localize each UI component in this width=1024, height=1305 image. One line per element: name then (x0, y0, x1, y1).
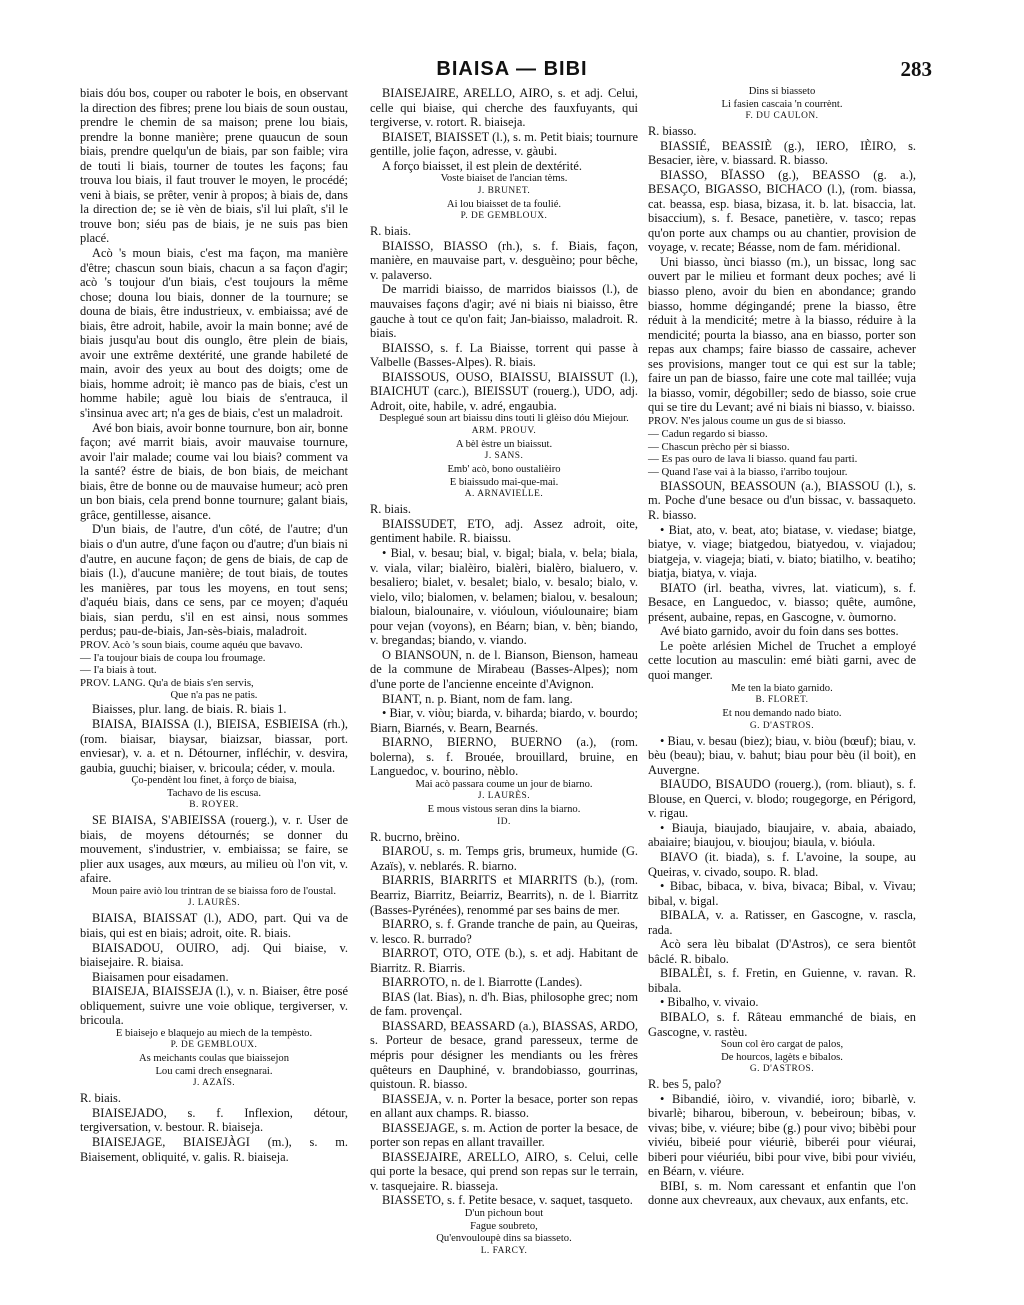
entry-paragraph: BIAROU, s. m. Temps gris, brumeux, humide (G. Azaïs), v. neblarés. R. biarno. (370, 844, 638, 873)
proverb-line: — Cadun regardo si biasso. (648, 427, 768, 440)
entry-paragraph: • Biauja, biaujado, biaujaire, v. abaia, abaiado, abaiaire; biaujou, v. bioujou; biaula, v. bióula. (648, 820, 916, 850)
entry-paragraph: BIAISA, BIAISSAT (l.), ADO, part. Qui va de biais, qui est en biais; adroit, oite. R. biais. (80, 911, 348, 940)
quotation-line: As meichants coulas que biaissejon (138, 1053, 290, 1065)
quotation-author: J. SANS. (484, 451, 524, 462)
entry-paragraph: BIAISET, BIAISSET (l.), s. m. Petit biais; tournure gentille, jolie façon, adresse, v. gàubi. (370, 129, 638, 159)
entry-paragraph: BIAISEJAIRE, ARELLO, AIRO, s. et adj. Celui, celle qui biaise, qui cherche des fauxfuyants, qui tergiverse, v. rotort. R. biaiseja. (370, 86, 638, 130)
right-column (648, 86, 916, 1208)
entry-paragraph: • Bibandié, iòiro, v. vivandié, ioro; bibarlè, v. bivarlè; biharou, biberoun, v. bebeiroun; bibas, v. vivas; bibe, v. viéure; bibe (g.) pour vivo; bibèbi pour viviéu, bibeié pour viéuriè, biberéi pour viéurai, biberi pour viéuriéu, bibi pour vive, bibi pour viviéu, en Béarn, v. viéure. (648, 1091, 916, 1179)
entry-paragraph: BIAISSOUS, OUSO, BIAISSU, BIAISSUT (l.), BIAICHUT (carc.), BIEISSUT (rouerg.), UDO, adj. Adroit, oite, habile, v. adré, engaubia. (370, 369, 638, 413)
entry-paragraph: • Biau, v. besau (biez); biau, v. biòu (bœuf); biau, v. bèu (beau); biau, v. bahut; biau pour bèu (il boit), en Auvergne. (648, 733, 916, 777)
quotation-line: A bèl èstre un biaissut. (455, 438, 553, 450)
quotation-line: Voste biaiset de l'ancian tèms. (440, 173, 568, 185)
entry-paragraph: BIATO (irl. beatha, vivres, lat. viaticum), s. f. Besace, en Languedoc, v. biasso; quête, aumône, présent, aubaine, repas, en Gascogne, v. òumorno. (648, 580, 916, 624)
proverb-line: — I'a biais à tout. (80, 664, 157, 677)
quotation-line: Fague soubreto, (470, 1220, 538, 1232)
quotation-author: G. D'ASTROS. (749, 1064, 815, 1075)
entry-paragraph: Le poète arlésien Michel de Truchet a employé cette locution au masculin: emé biàti garni, avec de quoi manger. (648, 638, 916, 683)
proverb-line: PROV. Acò 's soun biais, coume aquéu que bavavo. (80, 638, 303, 651)
quotation-line: Desplegué soun art biaissu dins touti li glèiso dóu Miejour. (379, 413, 629, 425)
entry-paragraph: Acò sera lèu bibalat (D'Astros), ce sera bientôt bâclé. R. bibalo. (648, 937, 916, 966)
quotation-author: J. LAURÈS. (187, 898, 241, 909)
entry-continuation: R. biasso. (648, 124, 697, 138)
proverb-line: PROV. N'es jalous coume un gus de si biasso. (648, 414, 846, 427)
entry-paragraph: • Biat, ato, v. beat, ato; biatase, v. viedase; biatge, biatye, v. viage; biatgedou, biatyedou, v. viajadou; biatgeja, v. viageja; biati, v. biato; biatilho, v. beatiho; biatja, biatya, v. viaja. (648, 522, 916, 581)
entry-paragraph: BIBALO, s. f. Râteau emmanché de biais, en Gascogne, v. rastèu. (648, 1009, 916, 1039)
entry-paragraph: BIARROTO, n. de l. Biarrotte (Landes). (382, 975, 583, 990)
entry-paragraph: BIAISSO, s. f. La Biaisse, torrent qui passe à Valbelle (Basses-Alpes). R. biais. (370, 340, 638, 370)
entry-paragraph: Biaisamen pour eisadamen. (92, 969, 229, 984)
quotation-line: E biaissudo mai-que-mai. (449, 476, 559, 488)
entry-continuation: biais dóu bos, couper ou raboter le bois, en observant la direction des fibres; prene lou biais de soun oustau, prendre le chemin de sa maison; prene lou biais, prendre la bonne manière; prene quaucun de soun biais, prendre quelqu'un de biais, par son faible; vira de touti li biais, tourner de toutes les façons; fau trouva lou biais, il faut trouver le moyen, le procédé; veni à biais, se prêter, venir à propos; à biais de, dans la direction de; se iè vèn de biais, s'il lui plaît, s'il le trouve bon; siéu pas de biais, je ne suis pas bien placé. (80, 86, 348, 246)
entry-paragraph: BIASSEJAIRE, ARELLO, AIRO, s. Celui, celle qui porte la besace, qui prend son repas sur le terrain, v. tasquejaire. R. biasseja. (370, 1149, 638, 1193)
entry-paragraph: BIANT, n. p. Biant, nom de fam. lang. (382, 691, 573, 706)
quotation-author: B. FLORET. (755, 695, 809, 706)
quotation-author: P. DE GEMBLOUX. (460, 211, 548, 222)
quotation-author: J. LAURÈS. (477, 791, 531, 802)
quotation-line: Soun col èro cargat de palos, (720, 1039, 844, 1051)
entry-paragraph: BIASSO, BÏASSO (g.), BEASSO (g. a.), BESAÇO, BIGASSO, BICHACO (l.), (rom. biassa, cat. beassa, esp. biasa, bizasa, it. b. lat. bisaccia, lat. bisaccium), s. f. Besace, panetière, v. tasco; repas qu'on porte aux champs ou au chantier, provision de voyage, v. recate; Béasse, nom de fam. méridional. (648, 167, 916, 255)
entry-continuation: R. bes 5, palo? (648, 1077, 722, 1092)
quotation-line: De hourcos, lagèts e bibalos. (721, 1051, 843, 1063)
entry-paragraph: • Bial, v. besau; bial, v. bigal; biala, v. bela; biala, v. viala, vilar; bialèiro, bialèri, bialèro, bialuero, v. besaliero; bialet, v. besalet; bialo, v. besalo; bialo, v. vielo, vilo; bialomen, v. belamen; bialou, v. besaloun; bialoun, bialounaire, v. vióuloun, vióulounaire; biam pour vejan (voyons), en Béarn; bian, v. bèn; biando, v. bregandas; biando, v. viando. (370, 546, 638, 648)
quotation-line: Emb' acò, bono oustalièiro (447, 464, 561, 476)
quotation-line: Dins si biasseto (748, 86, 816, 97)
quotation-author: J. AZAÏS. (192, 1078, 236, 1089)
entry-paragraph: BIAUDO, BISAUDO (rouerg.), (rom. bliaut), s. f. Blouse, en Querci, v. blodo; rougegorge, en Périgord, v. rigau. (648, 777, 916, 821)
entry-paragraph: A forço biaisset, il est plein de dextérité. (382, 158, 582, 173)
entry-paragraph: BIAISADOU, OUIRO, adj. Qui biaise, v. biaisejaire. R. biaisa. (80, 940, 348, 970)
entry-paragraph: BIASSARD, BEASSARD (a.), BIASSAS, ARDO, s. Porteur de besace, grand paresseux, terme de mépris pour désigner les mendiants ou les frères quêteurs en Dauphiné, v. brandobiasso, gourrinas, quistoun. R. biasso. (370, 1018, 638, 1092)
entry-paragraph: BIARRIS, BIARRITS et MIARRITS (b.), (rom. Bearriz, Biarritz, Beiarriz, Bearrits), n. de l. Biarritz (Basses-Pyrénées), renommé par ses bains de mer. (370, 873, 638, 917)
quotation-line: Ço-pendènt lou finet, à forço de biaisa, (131, 775, 297, 787)
entry-paragraph: BIAISEJAGE, BIAISEJÀGI (m.), s. m. Biaisement, obliquité, v. galis. R. biaiseja. (80, 1134, 348, 1164)
quotation-line: E biaisejo e blaquejo au miech de la tempèsto. (115, 1027, 313, 1039)
quotation-author: F. DU CAULON. (745, 111, 819, 121)
entry-paragraph: BIAISEJADO, s. f. Inflexion, détour, tergiversation, v. bestour. R. biaiseja. (80, 1105, 348, 1135)
quotation-line: Tachavo de lis escusa. (167, 787, 261, 799)
entry-paragraph: BIBALA, v. a. Ratisser, en Gascogne, v. rascla, rada. (648, 908, 916, 937)
entry-paragraph: • Biar, v. viòu; biarda, v. biharda; biardo, v. bourdo; Biarn, Biarnés, v. Bearn, Bearnés. (370, 706, 638, 735)
entry-paragraph: BIASSOUN, BEASSOUN (a.), BIASSOU (l.), s. m. Poche d'une besace ou d'un bissac, v. bassaqueto. R. biasso. (648, 478, 916, 523)
quotation-line: Ai lou biaisset de ta foulié. (446, 198, 562, 210)
quotation-line: Que n'a pas ne patis. (170, 689, 258, 701)
quotation-line: Me ten la biato garnido. (731, 682, 833, 694)
quotation-line: Et nou demando nado biato. (722, 708, 842, 720)
proverb-line: — Es pas ouro de lava li biasso. quand fau parti. (648, 453, 858, 466)
proverb-line: — Quand l'ase vai à la biasso, i'arribo toujour. (648, 466, 848, 479)
quotation-line: Qu'envouloupè dins sa biasseto. (436, 1233, 572, 1244)
quotation-author: B. ROYER. (189, 800, 239, 811)
proverb-line: — I'a toujour biais de coupa lou froumage. (80, 651, 266, 664)
running-title: BIAISA — BIBI (436, 58, 588, 80)
entry-paragraph: Avé bon biais, avoir bonne tournure, bon air, bonne façon; avé marrit biais, avoir mauvaise tournure, avoir l'air malade; coume vai lou biais? comment va la santé? éstre de biais, de bon biais, de meichant biais, être de bonne ou de mauvaise humeur; acò pren un bon biais, cela prend bonne tournure; galant biais, grâce, gentillesse, aisance. (80, 420, 348, 522)
quotation-line: Moun paire aviò lou trintran de se biaissa foro de l'oustal. (91, 885, 337, 897)
quotation-author: G. D'ASTROS. (749, 720, 815, 731)
entry-paragraph: BIARROT, OTO, OTE (b.), s. et adj. Habitant de Biarritz. R. Biarris. (370, 946, 638, 975)
entry-paragraph: • Bibac, bibaca, v. biva, bivaca; Bibal, v. Vivau; bibal, v. bigal. (648, 879, 916, 908)
entry-paragraph: BIAVO (it. biada), s. f. L'avoine, la soupe, au Queiras, v. civado, soupo. R. blad. (648, 849, 916, 879)
entry-paragraph: O BIANSOUN, n. de l. Bianson, Bienson, hameau de la commune de Mirabeau (Basses-Alpes); nom d'une porte de l'ancienne enceinte d'Avignon. (370, 647, 638, 691)
entry-paragraph: BIAISSUDET, ETO, adj. Assez adroit, oite, gentiment habile. R. biaissu. (370, 516, 638, 546)
quotation-author: P. DE GEMBLOUX. (170, 1040, 258, 1051)
quotation-line: D'un pichoun bout (464, 1208, 544, 1219)
entry-paragraph: BIASSIÉ, BEASSIÈ (g.), IERO, IÈIRO, s. Besacier, ière, v. biassard. R. biasso. (648, 138, 916, 168)
proverb-line: — Chascun prècho pèr si biasso. (648, 440, 790, 453)
entry-continuation: R. biais. (370, 224, 411, 239)
entry-continuation: R. biais. (80, 1091, 121, 1106)
entry-paragraph: BIASSETO, s. f. Petite besace, v. saquet, tasqueto. (382, 1193, 633, 1208)
entry-paragraph: • Bibalho, v. vivaio. (660, 995, 759, 1010)
quotation-author: ARM. PROUV. (471, 425, 537, 436)
entry-paragraph: SE BIAISA, S'ABIEISSA (rouerg.), v. r. User de biais, de moyens détournés; se donner du mouvement, s'industrier, v. embiaissa; se faire, se plier aux usages, aux mœurs, au milieu où l'on vit, v. afaire. (80, 813, 348, 886)
entry-paragraph: BIAISSO, BIASSO (rh.), s. f. Biais, façon, manière, en mauvaise part, v. desguèino; pour bêche, v. palaverso. (370, 238, 638, 282)
entry-paragraph: De marridi biaisso, de marridos biaissos (l.), de mauvaises façons d'agir; avé ni biais ni biaisso, être gauche à tout ce qu'on fait; Jan-biaisso, maladroit. R. biais. (370, 282, 638, 341)
proverb-line: PROV. LANG. Qu'a de biais s'en servis, (80, 677, 254, 690)
entry-paragraph: BIASSEJAGE, s. m. Action de porter la besace, de porter son repas en allant travailler. (370, 1120, 638, 1150)
entry-paragraph: BIBALÈI, s. f. Fretin, en Guienne, v. ravan. R. bibala. (648, 966, 916, 995)
entry-paragraph: BIARRO, s. f. Grande tranche de pain, au Queiras, v. lesco. R. burrado? (370, 917, 638, 946)
entry-paragraph: Biaisses, plur. lang. de biais. R. biais 1. (92, 702, 287, 717)
left-column (80, 86, 348, 1164)
quotation-line: Li fasien cascaia 'n courrènt. (721, 98, 843, 110)
entry-paragraph: BIBI, s. m. Nom caressant et enfantin que l'on donne aux chevreaux, aux chevaux, aux enfants, etc. (648, 1178, 916, 1208)
entry-continuation: R. biais. (370, 502, 411, 517)
entry-paragraph: BIASSEJA, v. n. Porter la besace, porter son repas en allant aux champs. R. biasso. (370, 1091, 638, 1121)
quotation-line: E mous vistous seran dins la biarno. (427, 804, 581, 816)
entry-paragraph: Acò 's moun biais, c'est ma façon, ma manière d'être; chascun soun biais, chacun a sa façon d'agir; acò 's toujour d'un biais, c'est toujours la même chose; douna lou biais, donner de la tournure; se douna de biais, être industrieux, v. embiaissa; avé de biais, être adroit, habile, avoir la main bonne; avé de biais jusqu'au bout dis ounglo, être plein de biais, avoir une extrême dextérité, une grande habileté de main, avoir des yeux au bout des doigts; ome de biais, homme adroit; iè manco pas de biais, c'est un homme habile; aguè lou biais de s'entrauca, il s'insinua avec art; n'a ges de biais, c'est un maladroit. (80, 246, 348, 421)
entry-paragraph: BIAISEJA, BIAISSEJA (l.), v. n. Biaiser, être posé obliquement, suivre une voie oblique, tergiverser, v. bricoula. (80, 984, 348, 1028)
entry-paragraph: D'un biais, de l'autre, d'un côté, de l'autre; d'un biais o d'un autre, d'une façon ou d'autre; d'un biais ni d'autre, en aucune façon; de gens de biais, de cap de biais (l.), d'aucune manière; de tout biais, de toutes les manières, par tous les moyens, en tout sens; d'aquéu biais, dans ce sens, par ce moyen; d'aquéu biais, sian perdu, s'il en est ainsi, nous sommes perdus; pau-de-biais, Jan-sès-biais, maladroit. (80, 522, 348, 639)
entry-continuation: R. bucrno, brèino. (370, 829, 460, 844)
quotation-line: Lou cami drech ensegnarai. (155, 1065, 273, 1077)
page-number: 283 (900, 57, 932, 81)
entry-paragraph: Avé biato garnido, avoir du foin dans ses bottes. (660, 624, 899, 639)
quotation-author: J. BRUNET. (477, 185, 531, 196)
entry-paragraph: Uni biasso, ùnci biasso (m.), un bissac, long sac ouvert par le milieu et formant deux poches; avé li biasso pleno, avoir du bien en abondance; grando biasso, homme dégingandé; prene la biasso, être réduit à la mendicité; metre à la biasso, réduire à la mendicité; pourta la biasso, ana en biasso, porter son repas aux champs; faire biasso de cassaire, achever ses provisions, manger tout ce qui est sur la table; faire un pan de biasso, faire une cote mal taillée; vuja la biasso, vomir, dégobiller; sedo de biasso, soie crue qui se tire du Levant; avé ni biais ni biasso, v. biaisso. (648, 254, 916, 415)
middle-column (370, 86, 638, 1259)
entry-paragraph: BIAS (lat. Bias), n. d'h. Bias, philosophe grec; nom de fam. provençal. (370, 989, 638, 1019)
quotation-author: L. FARCY. (480, 1245, 528, 1256)
quotation-line: Mai acò passara coume un jour de biarno. (415, 778, 593, 790)
quotation-author: A. ARNAVIELLE. (464, 489, 544, 500)
entry-paragraph: BIAISA, BIAISSA (l.), BIEISA, ESBIEISA (rh.), (rom. biaisar, biaysar, biaizsar, biassar, port. enviesar), v. a. et n. Détourner, infléchir, v. desvira, gaubia, guuchi; biaiser, v. bricoula; céder, v. moula. (80, 717, 348, 775)
entry-paragraph: BIARNO, BIERNO, BUERNO (a.), (rom. bolerna), s. f. Brouée, brouillard, bruine, en Languedoc, v. bourino, nèblo. (370, 735, 638, 779)
quotation-author: ID. (497, 816, 511, 827)
